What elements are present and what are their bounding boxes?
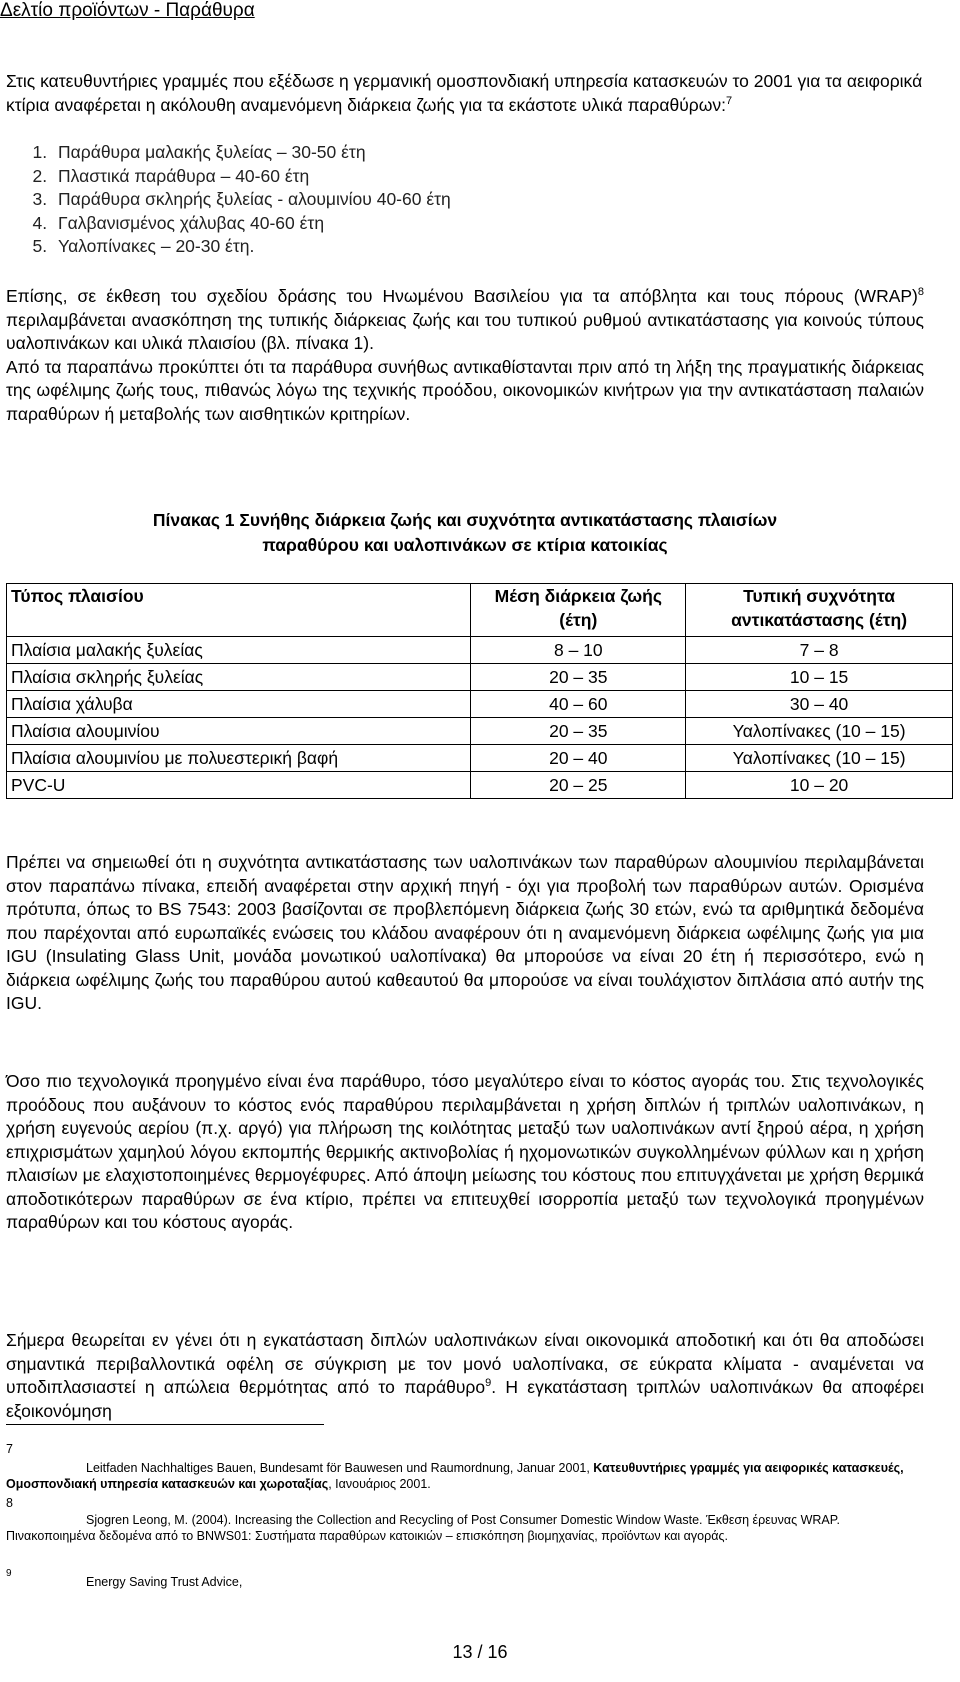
footnote-8 [6, 1512, 906, 1544]
header-replacement-frequency: Τυπική συχνότητα αντικατάστασης (έτη) [686, 584, 953, 637]
table-cell: Πλαίσια μαλακής ξυλείας [7, 637, 471, 664]
table-cell: 20 – 35 [471, 664, 686, 691]
footnote-7-title: Κατευθυντήριες γραμμές για αειφορικές κατασκευές, Ομοσπονδιακή υπηρεσία κατασκευών και χωροταξίας [6, 1461, 904, 1491]
table-cell: Πλαίσια σκληρής ξυλείας [7, 664, 471, 691]
table-header-row [7, 584, 953, 637]
table-caption-line-2: παραθύρου και υαλοπινάκων σε κτίρια κατοικίας [262, 535, 668, 555]
list-item: 2. Πλαστικά παράθυρα – 40-60 έτη [52, 165, 924, 189]
replacement-text: Από τα παραπάνω προκύπτει ότι τα παράθυρα συνήθως αντικαθίστανται πριν από τη λήξη της πραγματικής διάρκειας της ωφέλιμης ζωής τους, πιθανώς λόγω της τεχνικής προόδου, οικονομικών κινήτρων για την αντικατάσταση παλαιών παραθύρων ή μεταβολής των αισθητικών κριτηρίων. [6, 356, 924, 424]
table-cell: 20 – 40 [471, 745, 686, 772]
lifespan-table [6, 583, 953, 799]
table-row [7, 772, 953, 799]
table-caption [6, 508, 924, 558]
table-cell: 8 – 10 [471, 637, 686, 664]
footnote-ref-7[interactable]: 7 [726, 94, 733, 107]
table-cell: PVC-U [7, 772, 471, 799]
table-row [7, 718, 953, 745]
header-average-lifespan: Μέση διάρκεια ζωής (έτη) [471, 584, 686, 637]
aluminium-note-paragraph: Πρέπει να σημειωθεί ότι η συχνότητα αντικατάστασης των υαλοπινάκων των παραθύρων αλουμινίου περιλαμβάνεται στον παραπάνω πίνακα, επειδή αναφέρεται στην αρχική πηγή - όχι για προβολή των παραθύρων αυτών. Ορισμένα πρότυπα, όπως το BS 7543: 2003 βασίζονται σε προβλεπόμενη διάρκεια ζωής 30 ετών, ενώ τα αριθμητικά δεδομένα που παρέχονται από ευρωπαϊκές ενώσεις του κλάδου αναφέρουν ότι η αναμενόμενη διάρκεια ωφέλιμης ζωής για μια IGU (Insulating Glass Unit, μονάδα μονωτικού υαλοπίνακα) θα μπορούσε να είναι 20 έτη ή περισσότερο, ενώ η διάρκεια ωφέλιμης ζωής του παραθύρου αυτού καθεαυτού θα μπορούσε να είναι τουλάχιστον διπλάσια από αυτήν της IGU. [6, 852, 924, 1013]
intro-paragraph [6, 70, 924, 117]
page-number: 13 / 16 [452, 1642, 508, 1662]
table-caption-line-1: Πίνακας 1 Συνήθης διάρκεια ζωής και συχνότητα αντικατάστασης πλαισίων [152, 510, 778, 530]
table-cell: 7 – 8 [686, 637, 953, 664]
lifespan-list-container [6, 141, 924, 259]
table-cell: Πλαίσια χάλυβα [7, 691, 471, 718]
footnote-7-plain: Leitfaden Nachhaltiges Bauen, Bundesamt för Bauwesen und Raumordnung, Januar 2001, [86, 1461, 594, 1475]
footnote-ref-8[interactable]: 8 [917, 286, 924, 299]
footnote-number-8: 8 [6, 1496, 13, 1510]
footnote-7-tail: , Ιανουάριος 2001. [328, 1477, 431, 1491]
table-cell: Υαλοπίνακες (10 – 15) [686, 718, 953, 745]
list-item: 1. Παράθυρα μαλακής ξυλείας – 30-50 έτη [52, 141, 924, 165]
list-item: 3. Παράθυρα σκληρής ξυλείας - αλουμινίου 40-60 έτη [52, 188, 924, 212]
table-cell: 30 – 40 [686, 691, 953, 718]
double-glazing-paragraph [6, 1329, 924, 1423]
list-item: 5. Υαλοπίνακες – 20-30 έτη. [52, 235, 924, 259]
wrap-text-start: Επίσης, σε έκθεση του σχεδίου δράσης του Ηνωμένου Βασιλείου για τα απόβλητα και τους πόρους (WRAP) [6, 286, 918, 306]
table-cell: 10 – 15 [686, 664, 953, 691]
table-cell: Υαλοπίνακες (10 – 15) [686, 745, 953, 772]
table-cell: 40 – 60 [471, 691, 686, 718]
table-cell: Πλαίσια αλουμινίου [7, 718, 471, 745]
footnote-separator [6, 1424, 324, 1425]
table-cell: 20 – 35 [471, 718, 686, 745]
double-glazing-text-start: Σήμερα θεωρείται εν γένει ότι η εγκατάσταση διπλών υαλοπινάκων είναι οικονομικά αποδοτική και ότι θα αποδώσει σημαντικά περιβαλλοντικά οφέλη σε σύγκριση με τον μονό υαλοπίνακα, σε εύκρατα κλίματα - αναμένεται να υποδιπλασιαστεί η απώλεια θερμότητας από το παράθυρο [6, 1330, 924, 1397]
cost-paragraph: Όσο πιο τεχνολογικά προηγμένο είναι ένα παράθυρο, τόσο μεγαλύτερο είναι το κόστος αγοράς του. Στις τεχνολογικές προόδους που αυξάνουν το κόστος ενός παραθύρου περιλαμβάνεται η χρήση διπλών ή τριπλών υαλοπινάκων, η χρήση ευγενούς αερίου (π.χ. αργό) για πλήρωση της κοιλότητας μεταξύ των υαλοπινάκων αντί ξηρού αέρα, η χρήση επιχρισμάτων χαμηλού λόγου εκπομπής θερμικής ακτινοβολίας ή ηχομονωτικών συγκολλημένων φύλλων και η χρήση πλαισίων με ελαχιστοποιημένες θερμογέφυρες. Από άποψη μείωσης του κόστους που επιτυγχάνεται με χρήση θερμικά αποδοτικότερων παραθύρων σε ένα κτίριο, πρέπει να επιτευχθεί ισορροπία μεταξύ των τεχνολογικά προηγμένων παραθύρων και του κόστους αγοράς. [6, 1071, 924, 1232]
table-cell: 20 – 25 [471, 772, 686, 799]
footnote-number-7: 7 [6, 1442, 13, 1456]
wrap-paragraph [6, 285, 924, 426]
footnote-number-9: 9 [6, 1568, 12, 1579]
table-row [7, 664, 953, 691]
table-row [7, 637, 953, 664]
list-item: 4. Γαλβανισμένος χάλυβας 40-60 έτη [52, 212, 924, 236]
table-cell: 10 – 20 [686, 772, 953, 799]
document-header-title[interactable]: Δελτίο προϊόντων - Παράθυρα [0, 0, 255, 21]
intro-text: Στις κατευθυντήριες γραμμές που εξέδωσε η γερμανική ομοσπονδιακή υπηρεσία κατασκευών το 2001 για τα αειφορικά κτίρια αναφέρεται η ακόλουθη αναμενόμενη διάρκεια ζωής για τα εκάστοτε υλικά παραθύρων: [6, 71, 923, 115]
footnote-8-text: Sjogren Leong, M. (2004). Increasing the Collection and Recycling of Post Consumer Domestic Window Waste. Έκθεση έρευνας WRAP. Πινακοποιημένα δεδομένα από το BNWS01: Συστήματα παραθύρων κατοικιών – επισκόπηση βιομηχανίας, προϊόντων και αγοράς. [6, 1513, 840, 1543]
table-row [7, 745, 953, 772]
lifespan-list [6, 141, 924, 259]
table-row [7, 691, 953, 718]
header-frame-type: Τύπος πλαισίου [7, 584, 471, 637]
footnote-7 [6, 1460, 906, 1492]
footnote-ref-9[interactable]: 9 [485, 1377, 492, 1390]
footnote-9: Energy Saving Trust Advice, [86, 1575, 243, 1589]
table-cell: Πλαίσια αλουμινίου με πολυεστερική βαφή [7, 745, 471, 772]
wrap-text-end: περιλαμβάνεται ανασκόπηση της τυπικής διάρκειας ζωής και του τυπικού ρυθμού αντικατάστασης για κοινούς τύπους υαλοπινάκων και υλικά πλαισίου (βλ. πίνακα 1). [6, 309, 924, 353]
double-glazing-text-end: . Η εγκατάσταση τριπλών υαλοπινάκων θα αποφέρει εξοικονόμηση [6, 1377, 925, 1421]
